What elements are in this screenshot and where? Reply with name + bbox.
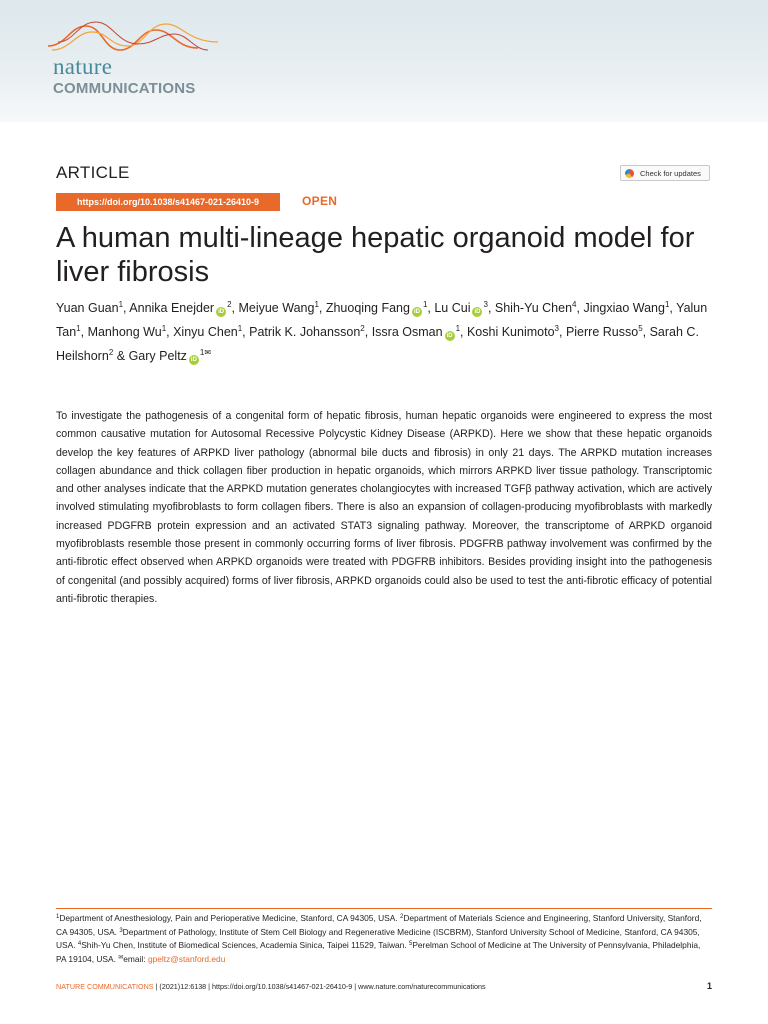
orcid-icon[interactable]: iD — [474, 309, 481, 315]
author-affiliation-ref: 5 — [638, 324, 643, 333]
author-list: Yuan Guan$^1$, Annika Enejder $iD^2$, Meiyue Wang$^1$, Zhuoqing Fang $iD^1$, Lu Cui $iD^3$, Shih-Yu Chen$^4$, Jingxiao Wang$^1$, Yalun Tan$^1$, Manhong Wu$^1$, Xinyu Chen$^1$, Patrik K. Johansson$^2$, Issra Osman $iD^1$, Koshi Kunimoto$^3$, Pierre Russo$^5$, Sarah C. Heilshorn$^2$ & Gary Peltz $iD^{1✉}$ — [56, 300, 708, 363]
author-affiliation-ref: 1 — [118, 300, 124, 309]
affiliation-text: Department of Anesthesiology, Pain and Perioperative Medicine, Stanford, CA 94305, USA. — [59, 913, 400, 923]
author-item — [326, 301, 428, 315]
check-for-updates-button[interactable] — [620, 165, 710, 181]
article-title: A human multi-lineage hepatic organoid model for liver fibrosis — [56, 222, 695, 288]
author-affiliation-ref: 2 — [227, 300, 232, 309]
author-name[interactable]: Yalun Tan — [56, 301, 708, 339]
footer-citation — [56, 982, 656, 991]
orcid-icon[interactable]: iD — [218, 309, 225, 315]
footer-journal-name[interactable]: NATURE COMMUNICATIONS — [56, 982, 154, 991]
page-number: 1 — [706, 981, 712, 991]
email-prefix: email: — [123, 953, 148, 964]
article-type-label: ARTICLE — [56, 163, 130, 182]
journal-header — [0, 0, 768, 122]
author-item — [434, 301, 488, 315]
footer-citation-text: | (2021)12:6138 | https://doi.org/10.1038/s41467-021-26410-9 | www.nature.com/naturecommunications — [155, 982, 486, 991]
affiliation-text: Department of Pathology, Institute of Stem Cell Biology and Regenerative Medicine (ISCBRM), Stanford University School of Medicine, Stanford, CA 94305, USA. — [56, 926, 700, 951]
author-name[interactable]: Meiyue Wang — [238, 301, 315, 315]
author-affiliation-ref: 1 — [664, 300, 670, 309]
author-name[interactable]: Gary Peltz — [128, 349, 187, 363]
author-affiliation-ref: 1 — [76, 324, 81, 333]
orcid-icon[interactable]: iD — [446, 333, 453, 339]
author-item — [173, 325, 242, 339]
abstract-text: To investigate the pathogenesis of a congenital form of hepatic fibrosis, human hepatic organoids were engineered to express the most common causative mutation for Autosomal Recessive Polycystic Kidney Disease (ARPKD). Here we show that these hepatic organoids develop the key features of ARPKD liver pathology (abnormal bile ducts and fibrosis) in only 21 days. The ARPKD mutation increases collagen abundance and thick collagen fiber production in hepatic organoids, which mirrors ARPKD liver tissue pathology. Transcriptomic and other analyses indicate that the ARPKD mutation generates cholangiocytes with increased TGFβ pathway activation, which are actively involved stimulating myofibroblasts to form collagen fibers. There is also an expansion of collagen-producing myofibroblasts with markedly increased PDGFRB protein expression and an activated STAT3 signaling pathway. Moreover, the transcriptome of ARPKD organoid myofibroblasts resemble those present in commonly occurring forms of liver fibrosis. PDGFRB pathway involvement was confirmed by the anti-fibrotic effect observed when ARPKD organoids were treated with PDGFRB inhibitors. Besides providing insight into the pathogenesis of congenital (and possibly acquired) forms of liver fibrosis, ARPKD organoids could also be used to test the anti-fibrotic efficacy of potential anti-fibrotic therapies. — [56, 410, 712, 605]
author-affiliation-ref: 1 — [237, 324, 243, 333]
author-name[interactable]: Sarah C. Heilshorn — [56, 325, 699, 363]
doi-link[interactable]: https://doi.org/10.1038/s41467-021-26410-9 — [56, 193, 280, 211]
author-affiliation-ref: 1 — [314, 300, 319, 309]
affiliation-number: 3 — [119, 927, 123, 934]
author-item — [129, 349, 212, 363]
author-item — [249, 325, 365, 339]
email-envelope-icon: ✉ — [118, 954, 124, 961]
author-item — [88, 325, 167, 339]
affiliation-text: Department of Materials Science and Engineering, Stanford University, Stanford, CA 94305, USA. — [56, 913, 702, 937]
author-name[interactable]: Shih-Yu Chen — [494, 301, 573, 315]
orcid-icon[interactable]: iD — [413, 309, 420, 315]
affiliation-number: 4 — [77, 941, 82, 948]
author-item — [238, 301, 318, 315]
author-name[interactable]: Yuan Guan — [56, 301, 119, 315]
author-affiliation-ref: 1✉ — [199, 348, 212, 357]
author-affiliation-ref: 4 — [572, 300, 577, 309]
author-item — [566, 325, 643, 339]
author-item — [495, 301, 577, 315]
author-affiliation-ref: 2 — [108, 348, 114, 357]
check-updates-label: Check for updates — [640, 168, 701, 178]
affiliation-number: 1 — [56, 914, 60, 920]
author-name[interactable]: Koshi Kunimoto — [466, 325, 555, 339]
author-affiliation-ref: 2 — [360, 324, 365, 333]
author-name[interactable]: Pierre Russo — [565, 325, 639, 339]
author-item — [56, 301, 123, 315]
logo-nature-text: nature — [53, 54, 113, 79]
email-link[interactable]: gpeltz@stanford.edu — [147, 953, 226, 964]
affiliation-text: Perelman School of Medicine at The University of Pennsylvania, Philadelphia, PA 19104, USA. — [56, 940, 701, 964]
author-name[interactable]: Xinyu Chen — [173, 325, 238, 339]
author-affiliation-ref: 3 — [554, 324, 559, 333]
logo-communications-text: COMMUNICATIONS — [53, 80, 196, 97]
affiliation-text: Shih-Yu Chen, Institute of Biomedical Sciences, Academia Sinica, Taipei 11529, Taiwan. — [81, 940, 409, 951]
author-name[interactable]: Issra Osman — [371, 325, 443, 339]
author-name[interactable]: Jingxiao Wang — [583, 301, 665, 315]
author-item — [372, 325, 460, 339]
author-name[interactable]: Lu Cui — [434, 301, 471, 315]
affiliation-number: 2 — [399, 914, 404, 920]
author-name[interactable]: Annika Enejder — [129, 301, 215, 315]
author-name[interactable]: Zhuoqing Fang — [325, 301, 410, 315]
author-item — [467, 325, 559, 339]
author-affiliation-ref: 1 — [455, 324, 461, 333]
affiliation-number: 5 — [408, 941, 413, 948]
affiliations — [56, 912, 712, 966]
author-affiliation-ref: 3 — [483, 300, 488, 309]
author-affiliation-ref: 1 — [422, 300, 428, 309]
author-name[interactable]: Patrik K. Johansson — [249, 325, 361, 339]
footer-divider — [56, 908, 712, 909]
author-item — [129, 301, 231, 315]
crossmark-icon — [625, 169, 634, 178]
author-affiliation-ref: 1 — [161, 324, 167, 333]
journal-logo[interactable] — [48, 20, 248, 100]
author-name[interactable]: Manhong Wu — [87, 325, 162, 339]
open-access-label: OPEN — [302, 194, 338, 208]
orcid-icon[interactable]: iD — [190, 357, 197, 363]
author-item — [583, 301, 669, 315]
